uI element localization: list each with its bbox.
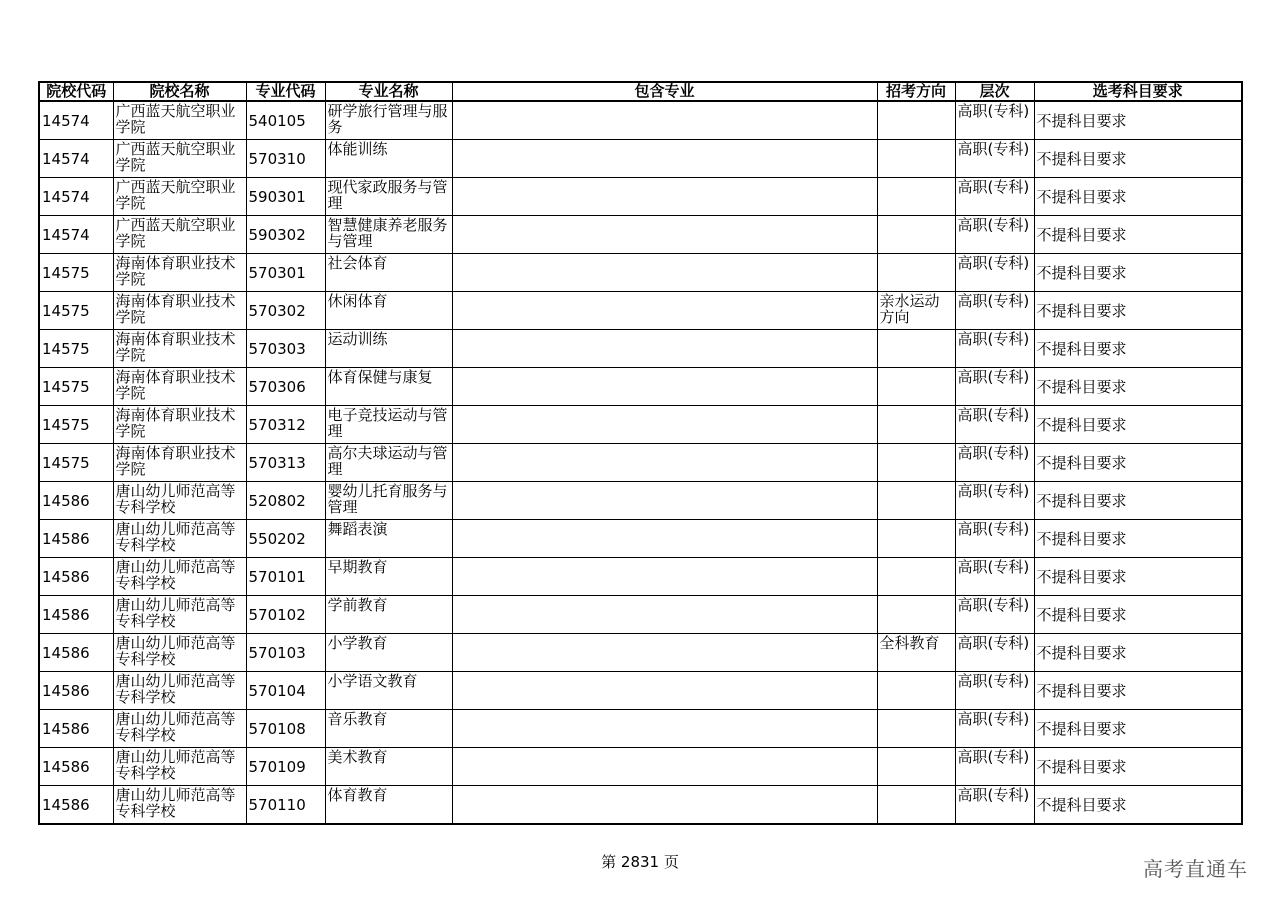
- cell-major-name: 休闲体育: [325, 292, 452, 330]
- cell-included-majors: [452, 482, 877, 520]
- table-row: [39, 140, 1242, 178]
- cell-school-code: 14586: [39, 596, 113, 634]
- cell-direction: [877, 101, 955, 140]
- cell-major-name: 运动训练: [325, 330, 452, 368]
- cell-direction: 亲水运动方向: [877, 292, 955, 330]
- cell-school-name: 唐山幼儿师范高等专科学校: [113, 672, 246, 710]
- cell-school-code: 14575: [39, 330, 113, 368]
- cell-included-majors: [452, 292, 877, 330]
- cell-subject-requirement: 不提科目要求: [1034, 672, 1242, 710]
- cell-school-name: 广西蓝天航空职业学院: [113, 178, 246, 216]
- cell-major-code: 570306: [246, 368, 325, 406]
- header-school-name: 院校名称: [113, 82, 246, 101]
- table-row: [39, 292, 1242, 330]
- cell-subject-requirement: 不提科目要求: [1034, 748, 1242, 786]
- cell-major-code: 520802: [246, 482, 325, 520]
- cell-level: 高职(专科): [955, 672, 1034, 710]
- cell-school-name: 海南体育职业技术学院: [113, 254, 246, 292]
- cell-major-name: 高尔夫球运动与管理: [325, 444, 452, 482]
- cell-major-name: 体育保健与康复: [325, 368, 452, 406]
- cell-subject-requirement: 不提科目要求: [1034, 330, 1242, 368]
- cell-school-code: 14586: [39, 672, 113, 710]
- cell-school-code: 14586: [39, 710, 113, 748]
- cell-level: 高职(专科): [955, 178, 1034, 216]
- header-direction: 招考方向: [877, 82, 955, 101]
- cell-included-majors: [452, 178, 877, 216]
- cell-major-code: 570302: [246, 292, 325, 330]
- cell-school-code: 14586: [39, 558, 113, 596]
- cell-school-name: 唐山幼儿师范高等专科学校: [113, 710, 246, 748]
- cell-school-name: 海南体育职业技术学院: [113, 368, 246, 406]
- cell-level: 高职(专科): [955, 406, 1034, 444]
- cell-level: 高职(专科): [955, 520, 1034, 558]
- cell-included-majors: [452, 596, 877, 634]
- cell-direction: [877, 368, 955, 406]
- cell-included-majors: [452, 558, 877, 596]
- cell-direction: [877, 672, 955, 710]
- cell-school-name: 海南体育职业技术学院: [113, 406, 246, 444]
- cell-subject-requirement: 不提科目要求: [1034, 292, 1242, 330]
- cell-direction: [877, 786, 955, 825]
- cell-direction: [877, 520, 955, 558]
- header-level: 层次: [955, 82, 1034, 101]
- cell-major-name: 智慧健康养老服务与管理: [325, 216, 452, 254]
- header-major-code: 专业代码: [246, 82, 325, 101]
- cell-included-majors: [452, 786, 877, 825]
- cell-level: 高职(专科): [955, 558, 1034, 596]
- cell-major-code: 550202: [246, 520, 325, 558]
- cell-direction: [877, 216, 955, 254]
- cell-direction: [877, 140, 955, 178]
- table-row: [39, 368, 1242, 406]
- cell-included-majors: [452, 101, 877, 140]
- cell-subject-requirement: 不提科目要求: [1034, 634, 1242, 672]
- cell-level: 高职(专科): [955, 368, 1034, 406]
- cell-major-code: 570303: [246, 330, 325, 368]
- header-row: [39, 82, 1242, 101]
- table-row: [39, 330, 1242, 368]
- cell-major-name: 体育教育: [325, 786, 452, 825]
- cell-subject-requirement: 不提科目要求: [1034, 444, 1242, 482]
- cell-major-name: 体能训练: [325, 140, 452, 178]
- cell-level: 高职(专科): [955, 101, 1034, 140]
- table-row: [39, 178, 1242, 216]
- cell-major-name: 早期教育: [325, 558, 452, 596]
- table-row: [39, 216, 1242, 254]
- cell-major-name: 电子竞技运动与管理: [325, 406, 452, 444]
- cell-major-code: 570109: [246, 748, 325, 786]
- cell-level: 高职(专科): [955, 254, 1034, 292]
- admissions-table: [38, 81, 1243, 825]
- cell-major-name: 小学教育: [325, 634, 452, 672]
- cell-school-name: 唐山幼儿师范高等专科学校: [113, 786, 246, 825]
- cell-school-code: 14574: [39, 178, 113, 216]
- cell-school-code: 14586: [39, 634, 113, 672]
- table-row: [39, 101, 1242, 140]
- watermark: 高考直通车: [1143, 857, 1248, 881]
- cell-subject-requirement: 不提科目要求: [1034, 254, 1242, 292]
- cell-direction: [877, 558, 955, 596]
- cell-school-name: 海南体育职业技术学院: [113, 330, 246, 368]
- cell-direction: [877, 254, 955, 292]
- cell-major-name: 婴幼儿托育服务与管理: [325, 482, 452, 520]
- cell-subject-requirement: 不提科目要求: [1034, 710, 1242, 748]
- cell-school-code: 14586: [39, 748, 113, 786]
- cell-major-code: 570110: [246, 786, 325, 825]
- table-row: [39, 520, 1242, 558]
- table-row: [39, 254, 1242, 292]
- cell-subject-requirement: 不提科目要求: [1034, 216, 1242, 254]
- cell-major-name: 学前教育: [325, 596, 452, 634]
- cell-major-name: 社会体育: [325, 254, 452, 292]
- cell-school-code: 14586: [39, 520, 113, 558]
- cell-subject-requirement: 不提科目要求: [1034, 178, 1242, 216]
- table-row: [39, 596, 1242, 634]
- cell-level: 高职(专科): [955, 634, 1034, 672]
- cell-major-code: 590301: [246, 178, 325, 216]
- cell-school-code: 14574: [39, 216, 113, 254]
- cell-level: 高职(专科): [955, 596, 1034, 634]
- cell-major-name: 小学语文教育: [325, 672, 452, 710]
- cell-direction: [877, 330, 955, 368]
- cell-level: 高职(专科): [955, 292, 1034, 330]
- cell-school-code: 14574: [39, 101, 113, 140]
- cell-level: 高职(专科): [955, 786, 1034, 825]
- cell-major-code: 570312: [246, 406, 325, 444]
- cell-school-name: 广西蓝天航空职业学院: [113, 101, 246, 140]
- cell-included-majors: [452, 710, 877, 748]
- cell-included-majors: [452, 520, 877, 558]
- cell-school-code: 14575: [39, 406, 113, 444]
- cell-major-code: 570102: [246, 596, 325, 634]
- cell-included-majors: [452, 444, 877, 482]
- cell-school-name: 海南体育职业技术学院: [113, 444, 246, 482]
- table-row: [39, 444, 1242, 482]
- cell-subject-requirement: 不提科目要求: [1034, 558, 1242, 596]
- cell-school-name: 海南体育职业技术学院: [113, 292, 246, 330]
- cell-school-code: 14586: [39, 786, 113, 825]
- table-row: [39, 406, 1242, 444]
- cell-major-code: 570310: [246, 140, 325, 178]
- cell-subject-requirement: 不提科目要求: [1034, 786, 1242, 825]
- cell-major-code: 570104: [246, 672, 325, 710]
- cell-school-name: 广西蓝天航空职业学院: [113, 216, 246, 254]
- cell-subject-requirement: 不提科目要求: [1034, 520, 1242, 558]
- table-row: [39, 786, 1242, 825]
- cell-included-majors: [452, 672, 877, 710]
- table-row: [39, 710, 1242, 748]
- cell-school-name: 唐山幼儿师范高等专科学校: [113, 558, 246, 596]
- cell-major-name: 研学旅行管理与服务: [325, 101, 452, 140]
- cell-school-code: 14574: [39, 140, 113, 178]
- cell-school-code: 14575: [39, 368, 113, 406]
- cell-major-code: 570108: [246, 710, 325, 748]
- table-row: [39, 634, 1242, 672]
- cell-subject-requirement: 不提科目要求: [1034, 596, 1242, 634]
- table-row: [39, 748, 1242, 786]
- cell-direction: [877, 178, 955, 216]
- cell-direction: [877, 710, 955, 748]
- cell-included-majors: [452, 634, 877, 672]
- cell-school-name: 广西蓝天航空职业学院: [113, 140, 246, 178]
- cell-major-name: 美术教育: [325, 748, 452, 786]
- cell-included-majors: [452, 254, 877, 292]
- cell-major-code: 590302: [246, 216, 325, 254]
- cell-major-name: 舞蹈表演: [325, 520, 452, 558]
- cell-major-code: 570103: [246, 634, 325, 672]
- cell-level: 高职(专科): [955, 444, 1034, 482]
- cell-included-majors: [452, 140, 877, 178]
- cell-school-name: 唐山幼儿师范高等专科学校: [113, 748, 246, 786]
- cell-major-code: 540105: [246, 101, 325, 140]
- cell-direction: [877, 482, 955, 520]
- table-row: [39, 672, 1242, 710]
- header-included-majors: 包含专业: [452, 82, 877, 101]
- cell-major-code: 570101: [246, 558, 325, 596]
- cell-direction: [877, 748, 955, 786]
- cell-direction: [877, 444, 955, 482]
- header-subject-requirement: 选考科目要求: [1034, 82, 1242, 101]
- cell-major-code: 570313: [246, 444, 325, 482]
- header-major-name: 专业名称: [325, 82, 452, 101]
- table-row: [39, 558, 1242, 596]
- cell-level: 高职(专科): [955, 216, 1034, 254]
- page-number: 第 2831 页: [601, 853, 679, 871]
- cell-included-majors: [452, 330, 877, 368]
- cell-level: 高职(专科): [955, 330, 1034, 368]
- cell-school-name: 唐山幼儿师范高等专科学校: [113, 520, 246, 558]
- cell-school-name: 唐山幼儿师范高等专科学校: [113, 634, 246, 672]
- cell-school-code: 14575: [39, 444, 113, 482]
- cell-subject-requirement: 不提科目要求: [1034, 482, 1242, 520]
- cell-major-name: 音乐教育: [325, 710, 452, 748]
- cell-direction: [877, 406, 955, 444]
- cell-direction: [877, 596, 955, 634]
- cell-school-name: 唐山幼儿师范高等专科学校: [113, 596, 246, 634]
- cell-school-name: 唐山幼儿师范高等专科学校: [113, 482, 246, 520]
- cell-level: 高职(专科): [955, 482, 1034, 520]
- cell-major-name: 现代家政服务与管理: [325, 178, 452, 216]
- cell-included-majors: [452, 406, 877, 444]
- cell-direction: 全科教育: [877, 634, 955, 672]
- cell-included-majors: [452, 216, 877, 254]
- cell-level: 高职(专科): [955, 140, 1034, 178]
- header-school-code: 院校代码: [39, 82, 113, 101]
- cell-level: 高职(专科): [955, 748, 1034, 786]
- cell-subject-requirement: 不提科目要求: [1034, 406, 1242, 444]
- table-row: [39, 482, 1242, 520]
- cell-subject-requirement: 不提科目要求: [1034, 368, 1242, 406]
- cell-major-code: 570301: [246, 254, 325, 292]
- table-body: [39, 101, 1242, 824]
- cell-included-majors: [452, 368, 877, 406]
- cell-school-code: 14575: [39, 292, 113, 330]
- cell-school-code: 14575: [39, 254, 113, 292]
- cell-school-code: 14586: [39, 482, 113, 520]
- cell-included-majors: [452, 748, 877, 786]
- cell-subject-requirement: 不提科目要求: [1034, 140, 1242, 178]
- cell-level: 高职(专科): [955, 710, 1034, 748]
- cell-subject-requirement: 不提科目要求: [1034, 101, 1242, 140]
